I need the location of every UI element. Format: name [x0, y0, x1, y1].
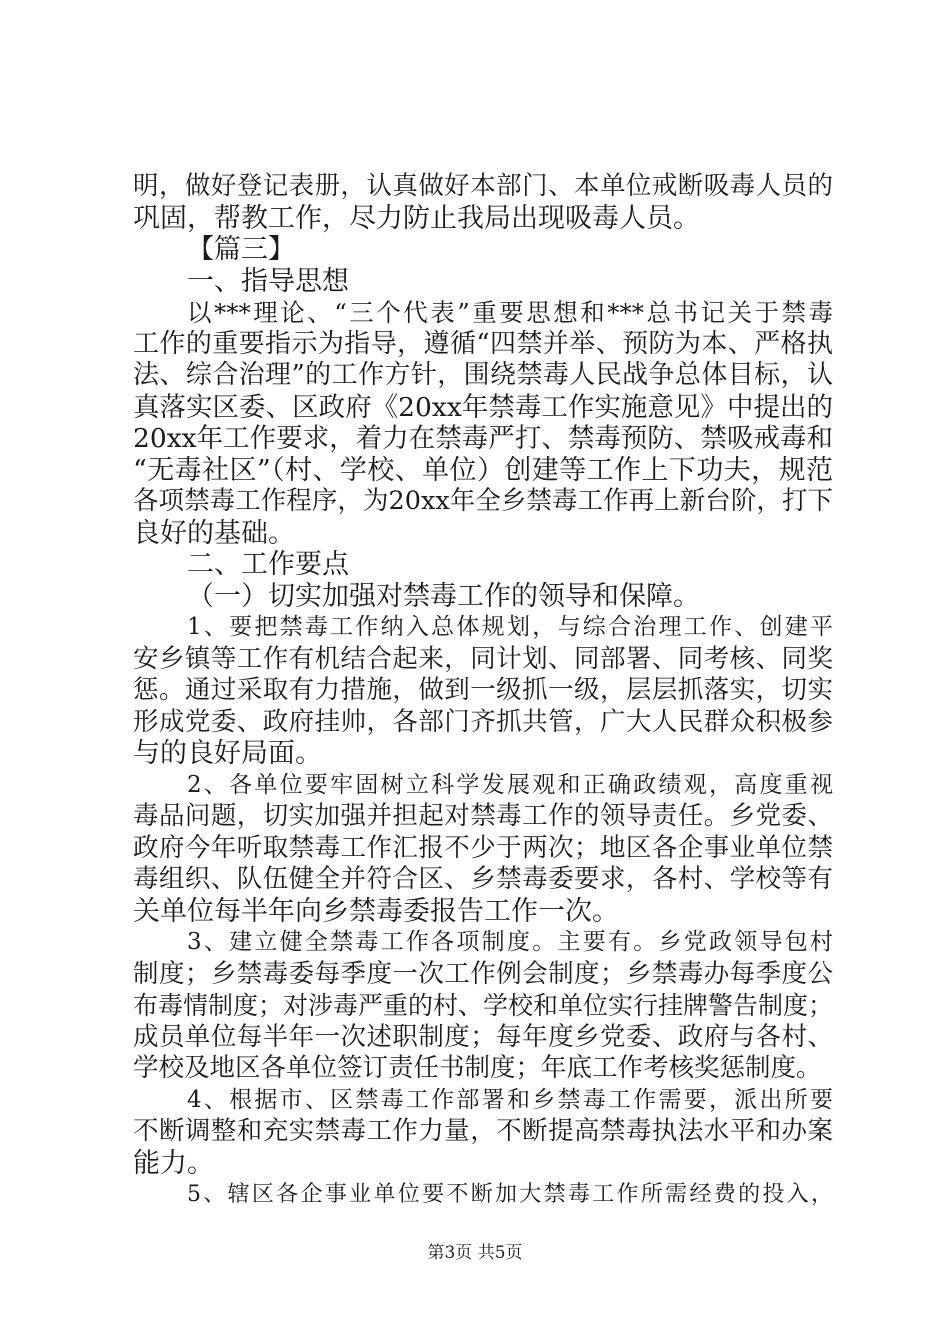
- text-line: 各项禁毒工作程序，为20xx年全乡禁毒工作再上新台阶，打下: [133, 486, 833, 516]
- text-line: 与的良好局面。: [133, 738, 322, 769]
- text-line: 不断调整和充实禁毒工作力量，不断提高禁毒执法水平和办案: [133, 1116, 833, 1146]
- text-line: 毒品问题，切实加强并担起对禁毒工作的领导责任。乡党委、: [133, 801, 833, 831]
- text-line: 20xx年工作要求，着力在禁毒严打、禁毒预防、禁吸戒毒和: [133, 423, 833, 454]
- text-line: 惩。通过采取有力措施，做到一级抓一级，层层抓落实，切实: [133, 675, 833, 705]
- text-line: 明，做好登记表册，认真做好本部门、本单位戒断吸毒人员的: [133, 171, 833, 201]
- text-line: “无毒社区”（村、学校、单位）创建等工作上下功夫，规范: [133, 454, 833, 486]
- text-line: 法、综合治理”的工作方针，围绕禁毒人民战争总体目标，认: [133, 360, 833, 390]
- text-line: 能力。: [133, 1147, 214, 1179]
- text-line: 1、要把禁毒工作纳入总体规划，与综合治理工作、创建平: [187, 614, 833, 640]
- text-line: 2、各单位要牢固树立科学发展观和正确政绩观，高度重视: [187, 771, 833, 798]
- text-line: 真落实区委、区政府《20xx年禁毒工作实施意见》中提出的: [133, 391, 833, 423]
- text-line: 政府今年听取禁毒工作汇报不少于两次；地区各企事业单位禁: [133, 832, 833, 863]
- text-line: 【篇三】: [187, 234, 295, 265]
- text-line: （一）切实加强对禁毒工作的领导和保障。: [187, 580, 700, 612]
- text-line: 以***理论、“三个代表”重要思想和***总书记关于禁毒: [187, 298, 833, 327]
- text-line: 形成党委、政府挂帅，各部门齐抓共管，广大人民群众积极参: [133, 706, 833, 737]
- text-line: 制度；乡禁毒委每季度一次工作例会制度；乡禁毒办每季度公: [133, 958, 833, 989]
- text-line: 工作的重要指示为指导，遵循“四禁并举、预防为本、严格执: [133, 328, 833, 359]
- text-line: 5、辖区各企事业单位要不断加大禁毒工作所需经费的投入，: [187, 1182, 833, 1207]
- text-line: 毒组织、队伍健全并符合区、乡禁毒委要求，各村、学校等有: [133, 864, 833, 894]
- document-body: [133, 171, 833, 1211]
- text-line: 安乡镇等工作有机结合起来，同计划、同部署、同考核、同奖: [133, 643, 833, 674]
- text-line: 一、指导思想: [187, 265, 349, 297]
- text-line: 4、根据市、区禁毒工作部署和乡禁毒工作需要，派出所要: [187, 1086, 833, 1113]
- text-line: 关单位每半年向乡禁毒委报告工作一次。: [133, 895, 619, 927]
- text-line: 学校及地区各单位签订责任书制度；年底工作考核奖惩制度。: [133, 1053, 822, 1083]
- text-line: 二、工作要点: [187, 549, 349, 580]
- text-line: 良好的基础。: [133, 517, 295, 549]
- text-line: 3、建立健全禁毒工作各项制度。主要有。乡党政领导包村: [187, 929, 833, 955]
- text-line: 巩固，帮教工作，尽力防止我局出现吸毒人员。: [133, 202, 700, 234]
- text-line: 成员单位每半年一次述职制度；每年度乡党委、政府与各村、: [133, 1021, 833, 1052]
- text-line: 布毒情制度；对涉毒严重的村、学校和单位实行挂牌警告制度；: [133, 991, 834, 1020]
- page-footer: 第3页 共5页: [427, 1243, 523, 1263]
